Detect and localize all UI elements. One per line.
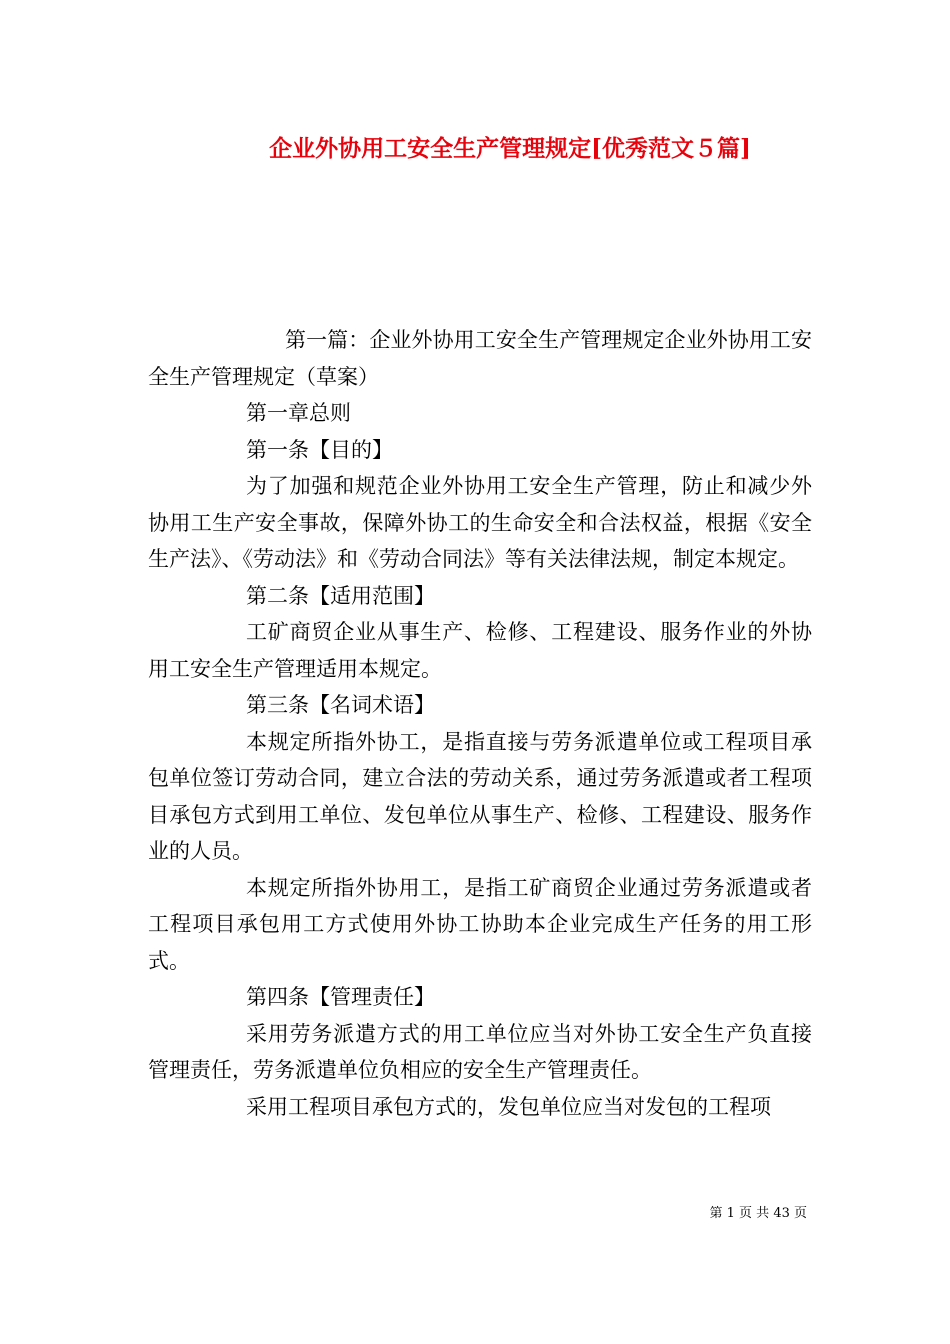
paragraph: 采用劳务派遣方式的用工单位应当对外协工安全生产负直接管理责任，劳务派遣单位负相应的安全生产管理责任。 [148,1021,812,1082]
paragraph: 采用工程项目承包方式的，发包单位应当对发包的工程项 [246,1094,771,1119]
page-number-footer: 第 1 页 共 43 页 [709,1206,807,1221]
document-body [148,322,812,1125]
chapter-heading: 第一章总则 [246,401,351,425]
paragraph: 为了加强和规范企业外协用工安全生产管理，防止和减少外协用工生产安全事故，保障外协工的生命安全和合法权益，根据《安全生产法》、《劳动法》和《劳动合同法》等有关法律法规，制定本规定。 [148,474,812,571]
paragraph: 本规定所指外协工，是指直接与劳务派遣单位或工程项目承包单位签订劳动合同，建立合法的劳动关系，通过劳务派遣或者工程项目承包方式到用工单位、发包单位从事生产、检修、工程建设、服务作业的人员。 [148,729,812,863]
article-heading: 第四条【管理责任】 [246,985,435,1009]
paragraph: 工矿商贸企业从事生产、检修、工程建设、服务作业的外协用工安全生产管理适用本规定。 [148,620,812,681]
paragraph: 第一篇：企业外协用工安全生产管理规定企业外协用工安全生产管理规定（草案） [148,328,812,389]
paragraph: 本规定所指外协用工，是指工矿商贸企业通过劳务派遣或者工程项目承包用工方式使用外协工协助本企业完成生产任务的用工形式。 [148,875,812,973]
document-title: 企业外协用工安全生产管理规定[优秀范文５篇] [269,135,751,162]
article-heading: 第一条【目的】 [246,437,393,462]
article-heading: 第三条【名词术语】 [246,693,435,717]
article-heading: 第二条【适用范围】 [246,583,435,608]
